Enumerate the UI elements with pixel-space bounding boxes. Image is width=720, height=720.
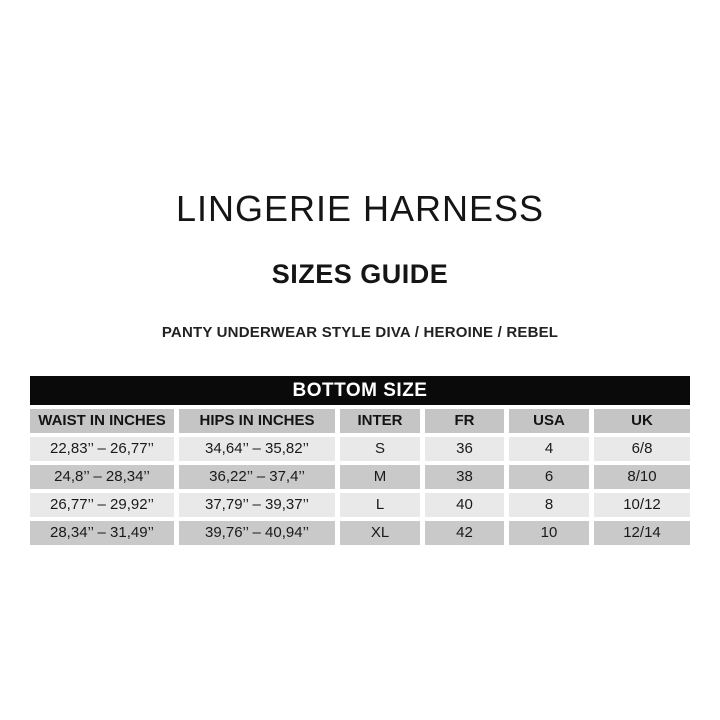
cell-inter: S xyxy=(340,437,420,461)
column-header-waist: WAIST IN INCHES xyxy=(30,409,174,433)
cell-usa: 6 xyxy=(509,465,589,489)
cell-uk: 6/8 xyxy=(594,437,690,461)
cell-uk: 12/14 xyxy=(594,521,690,545)
cell-hips: 39,76’’ – 40,94’’ xyxy=(179,521,335,545)
cell-usa: 8 xyxy=(509,493,589,517)
page-tagline: PANTY UNDERWEAR STYLE DIVA / HEROINE / REBEL xyxy=(161,324,559,341)
cell-fr: 38 xyxy=(425,465,504,489)
cell-uk: 8/10 xyxy=(594,465,690,489)
cell-hips: 37,79’’ – 39,37’’ xyxy=(179,493,335,517)
cell-uk: 10/12 xyxy=(594,493,690,517)
cell-waist: 28,34’’ – 31,49’’ xyxy=(30,521,174,545)
size-grid xyxy=(30,409,690,545)
column-header-usa: USA xyxy=(509,409,589,433)
cell-fr: 40 xyxy=(425,493,504,517)
bottom-size-banner: BOTTOM SIZE xyxy=(30,376,690,405)
cell-inter: L xyxy=(340,493,420,517)
column-header-inter: INTER xyxy=(340,409,420,433)
page-subtitle: SIZES GUIDE xyxy=(271,259,449,289)
cell-usa: 4 xyxy=(509,437,589,461)
page-title: LINGERIE HARNESS xyxy=(175,188,545,229)
cell-inter: XL xyxy=(340,521,420,545)
size-table xyxy=(30,376,690,545)
cell-inter: M xyxy=(340,465,420,489)
cell-hips: 36,22’’ – 37,4’’ xyxy=(179,465,335,489)
cell-fr: 36 xyxy=(425,437,504,461)
column-header-uk: UK xyxy=(594,409,690,433)
cell-waist: 22,83’’ – 26,77’’ xyxy=(30,437,174,461)
cell-usa: 10 xyxy=(509,521,589,545)
cell-fr: 42 xyxy=(425,521,504,545)
cell-hips: 34,64’’ – 35,82’’ xyxy=(179,437,335,461)
cell-waist: 24,8’’ – 28,34’’ xyxy=(30,465,174,489)
column-header-hips: HIPS IN INCHES xyxy=(179,409,335,433)
column-header-fr: FR xyxy=(425,409,504,433)
cell-waist: 26,77’’ – 29,92’’ xyxy=(30,493,174,517)
